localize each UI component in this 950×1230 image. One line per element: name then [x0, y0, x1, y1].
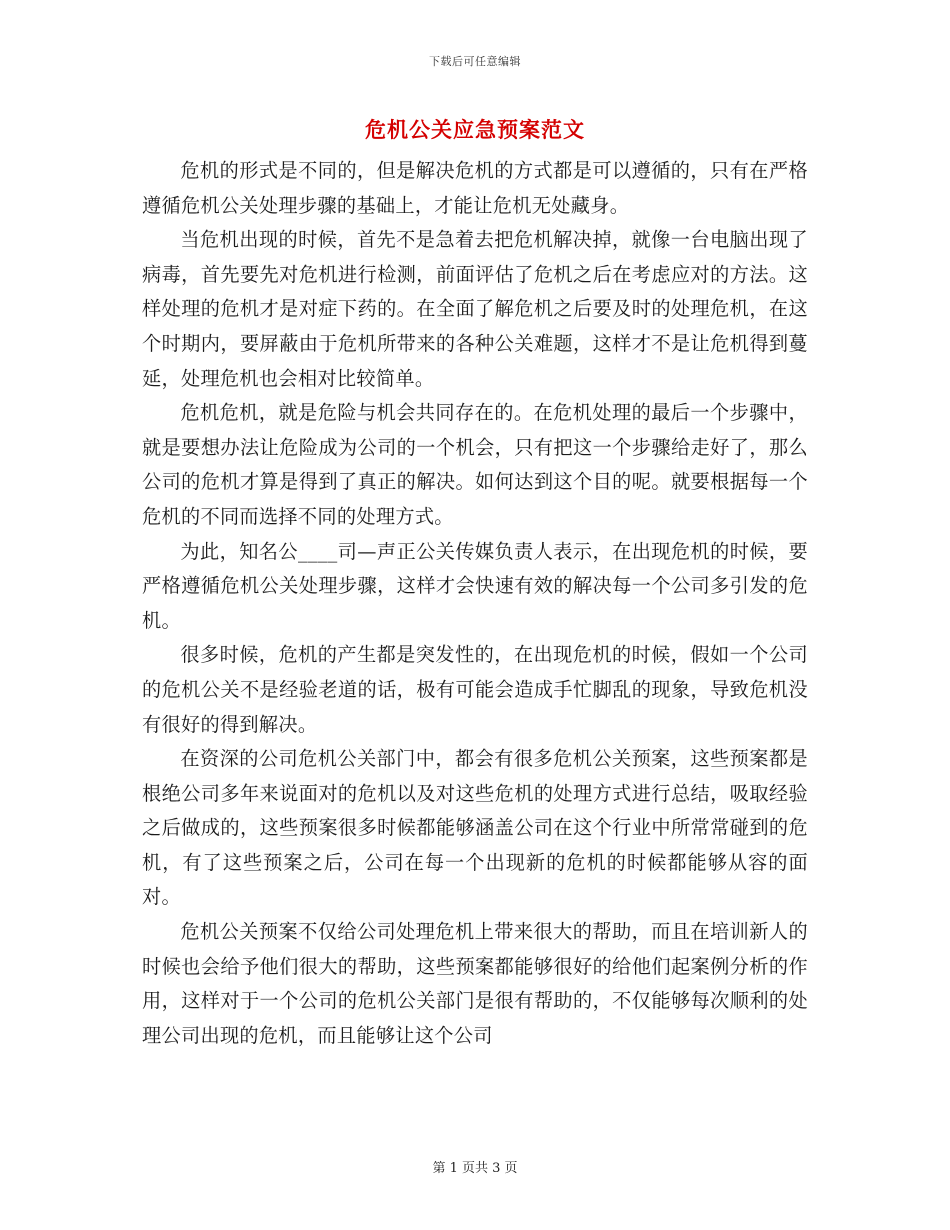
paragraph: 危机的形式是不同的，但是解决危机的方式都是可以遵循的，只有在严格遵循危机公关处理步骤的基础上，才能让危机无处藏身。: [142, 159, 808, 217]
header-note: 下载后可任意编辑: [429, 55, 521, 68]
document-title: 危机公关应急预案范文: [365, 117, 585, 142]
paragraph: 为此，知名公____司—声正公关传媒负责人表示，在出现危机的时候，要严格遵循危机公关处理步骤，这样才会快速有效的解决每一个公司多引发的危机。: [142, 539, 808, 632]
paragraph: 很多时候，危机的产生都是突发性的，在出现危机的时候，假如一个公司的危机公关不是经验老道的话，极有可能会造成手忙脚乱的现象，导致危机没有很好的得到解决。: [142, 643, 808, 736]
page-number: 第 1 页共 3 页: [432, 1161, 518, 1176]
paragraph: 危机公关预案不仅给公司处理危机上带来很大的帮助，而且在培训新人的时候也会给予他们很大的帮助，这些预案都能够很好的给他们起案例分析的作用，这样对于一个公司的危机公关部门是很有帮助的，不仅能够每次顺利的处理公司出现的危机，而且能够让这个公司: [142, 920, 808, 1047]
paragraph: 当危机出现的时候，首先不是急着去把危机解决掉，就像一台电脑出现了病毒，首先要先对危机进行检测，前面评估了危机之后在考虑应对的方法。这样处理的危机才是对症下药的。在全面了解危机之后要及时的处理危机，在这个时期内，要屏蔽由于危机所带来的各种公关难题，这样才不是让危机得到蔓延，处理危机也会相对比较简单。: [142, 228, 808, 390]
document-body: [142, 154, 808, 1053]
paragraph: 在资深的公司危机公关部门中，都会有很多危机公关预案，这些预案都是根绝公司多年来说面对的危机以及对这些危机的处理方式进行总结，吸取经验之后做成的，这些预案很多时候都能够涵盖公司在这个行业中所常常碰到的危机，有了这些预案之后，公司在每一个出现新的危机的时候都能够从容的面对。: [142, 747, 808, 909]
paragraph: 危机危机，就是危险与机会共同存在的。在危机处理的最后一个步骤中，就是要想办法让危险成为公司的一个机会，只有把这一个步骤给走好了，那么公司的危机才算是得到了真正的解决。如何达到这个目的呢。就要根据每一个危机的不同而选择不同的处理方式。: [142, 401, 808, 528]
